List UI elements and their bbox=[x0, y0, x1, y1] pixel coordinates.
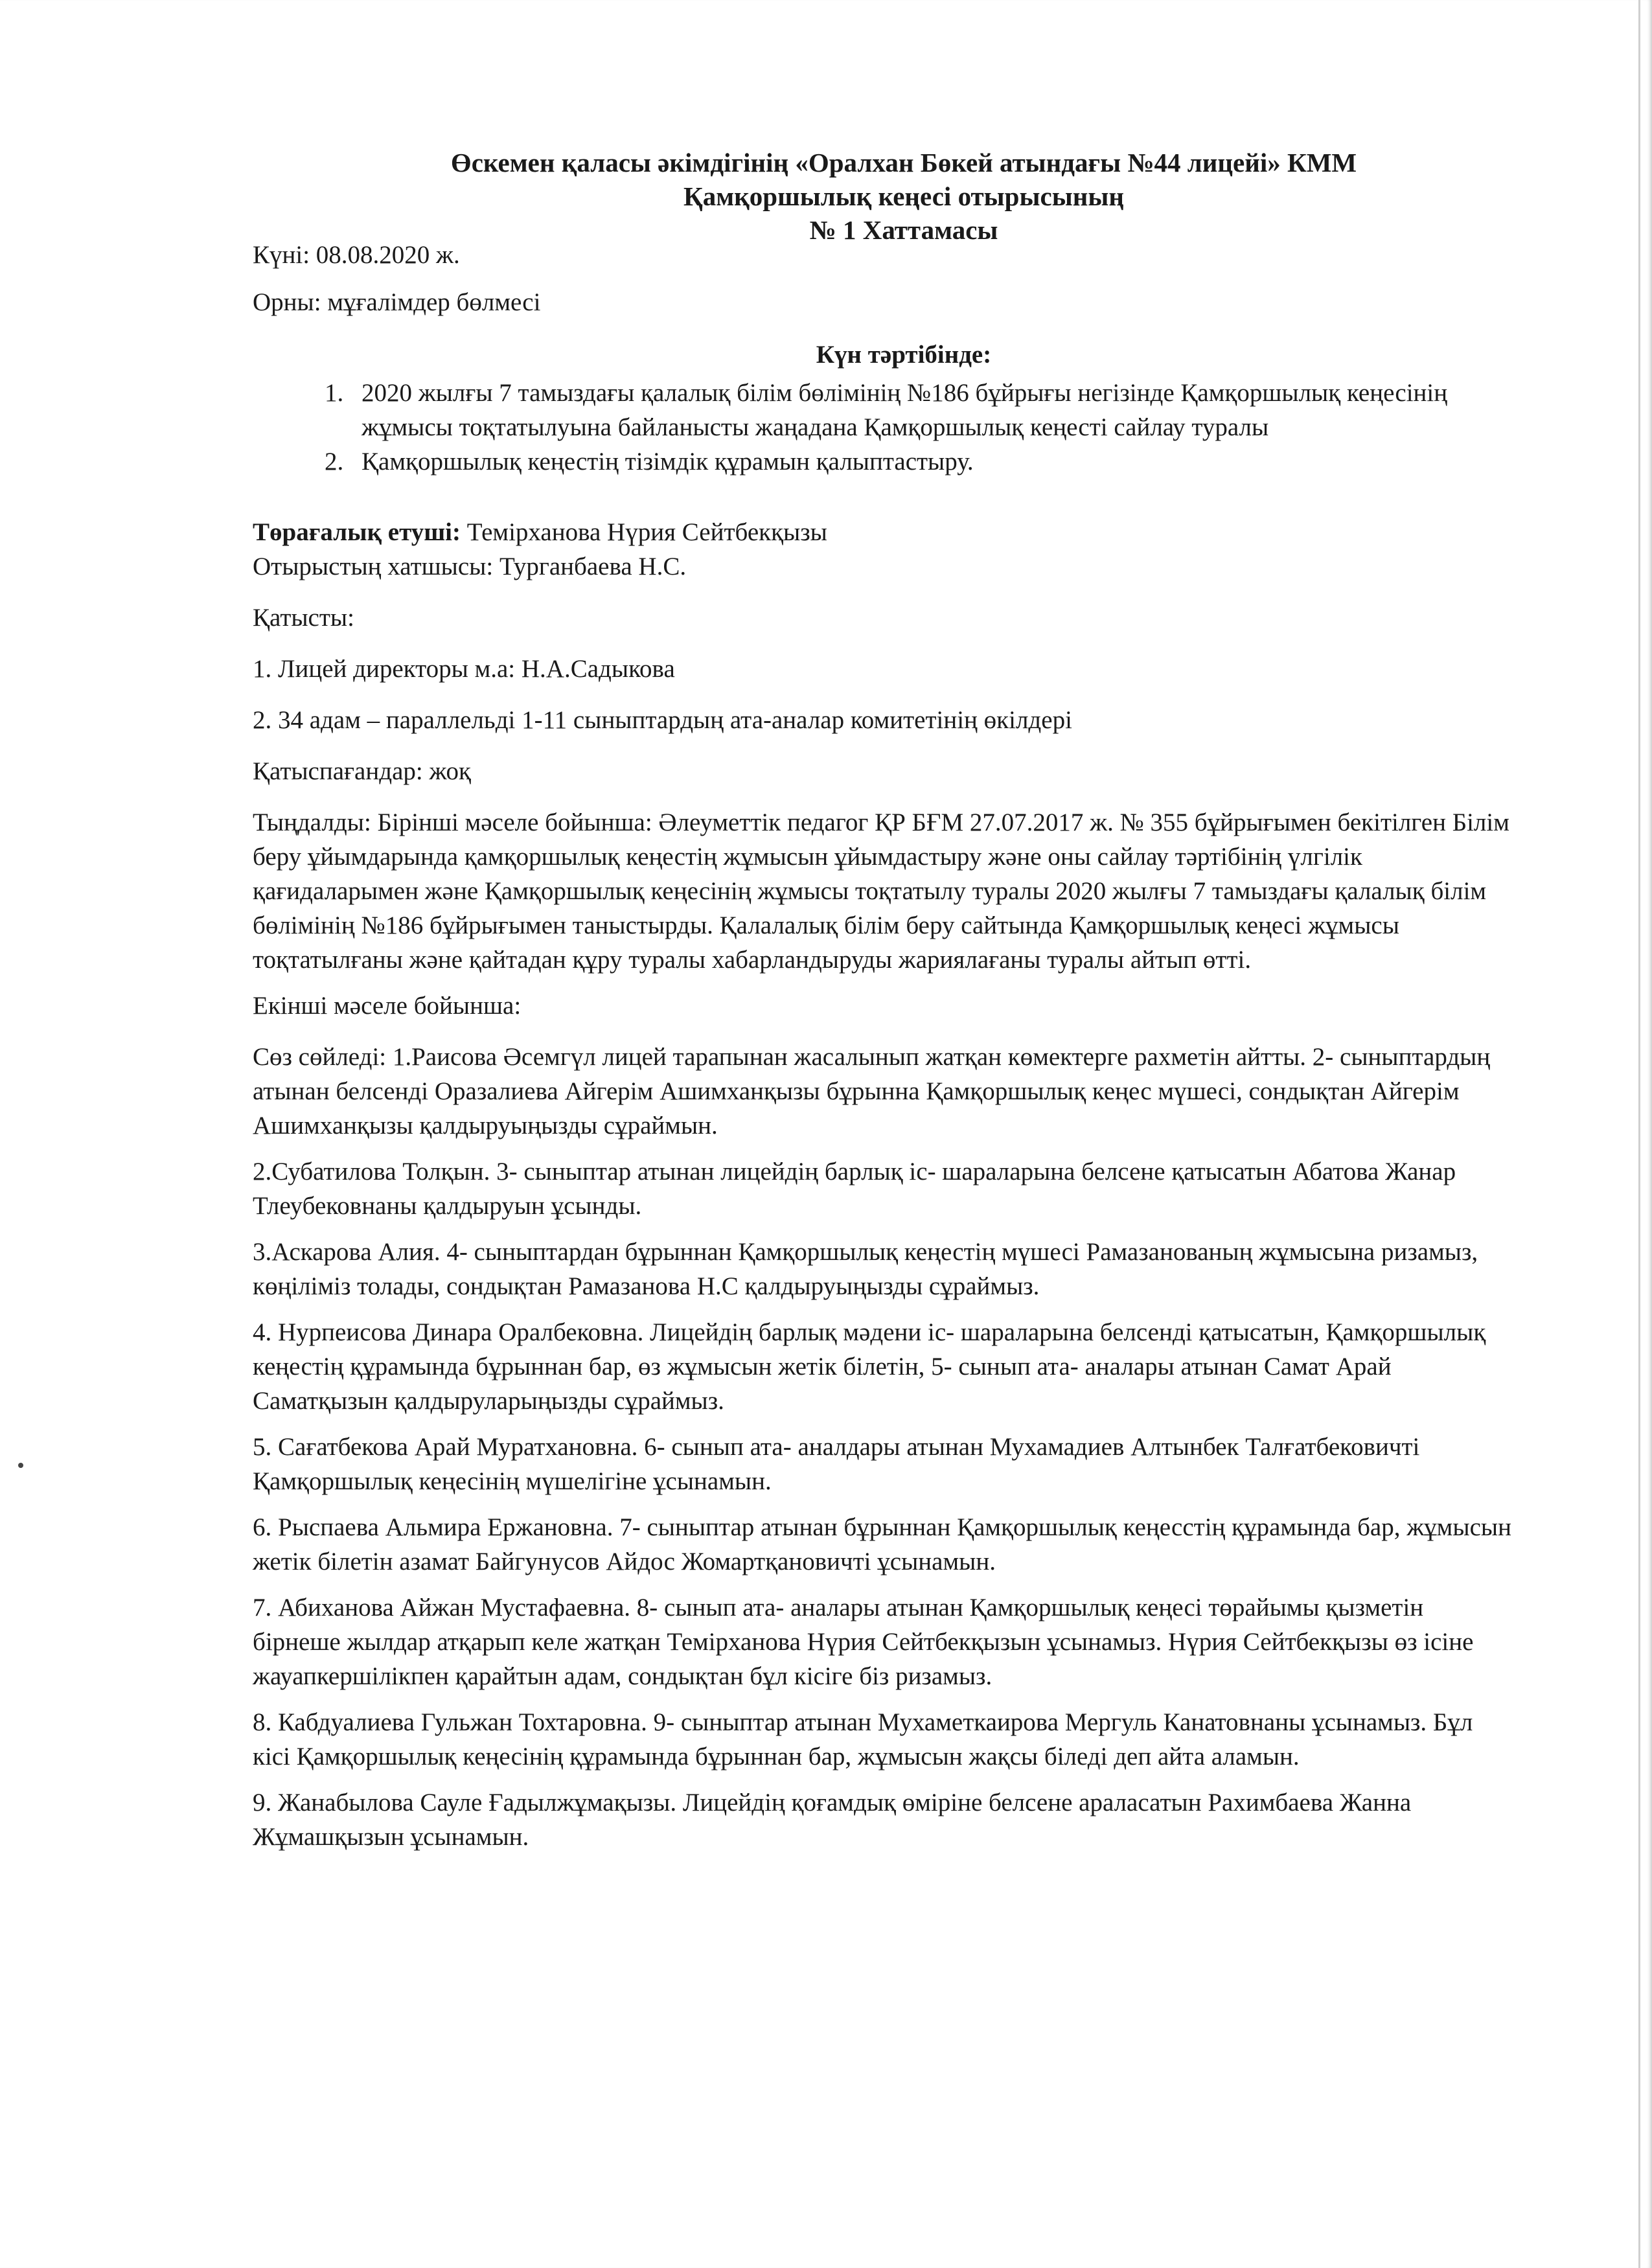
agenda-item: 2. Қамқоршылық кеңестің тізімдік құрамын қалыптастыру. bbox=[350, 444, 1516, 479]
second-issue-label: Екінші мәселе бойынша: bbox=[253, 992, 522, 1020]
title-line-1: Өскемен қаласы әкімдігінің «Оралхан Бөкей атындағы №44 лицейі» КММ bbox=[450, 148, 1357, 178]
chairperson-name: Темірханова Нүрия Сейтбекқызы bbox=[461, 518, 827, 546]
speech-paragraph: 5. Сағатбекова Арай Муратхановна. 6- сынып ата- аналдары атынан Мухамадиев Алтынбек Талғатбековичті Қамқоршылық кеңесінің мүшелігіне ұсынамын. bbox=[253, 1433, 1420, 1495]
present-item: 2. 34 адам – параллельді 1-11 сыныптардың ата-аналар комитетінің өкілдері bbox=[253, 706, 1072, 734]
document-body bbox=[253, 146, 1516, 1854]
agenda-list bbox=[253, 376, 1516, 479]
heard-paragraph: Тыңдалды: Бірінші мәселе бойынша: Әлеуметтік педагог ҚР БҒМ 27.07.2017 ж. № 355 бұйрығымен бекітілген Білім беру ұйымдарында қамқоршылық кеңестің жұмысын ұйымдастыру және оны сайлау тәртібінің үлгілік қағидаларымен және Қамқоршылық кеңесінің жұмысы тоқтатылу туралы 2020 жылғы 7 тамыздағы қалалық білім бөлімінің №186 бұйрығымен таныстырды. Қалалалық білім беру сайтында Қамқоршылық кеңесі жұмысы тоқтатылғаны және қайтадан құру туралы хабарландыруды жариялағаны туралы айтып өтті. bbox=[253, 808, 1509, 974]
document-title bbox=[292, 146, 1516, 247]
present-label: Қатысты: bbox=[253, 604, 354, 632]
title-line-2: Қамқоршылық кеңесі отырысының bbox=[683, 181, 1124, 211]
meeting-date: Күні: 08.08.2020 ж. bbox=[253, 241, 460, 269]
speech-paragraph: 9. Жанабылова Сауле Ғадылжұмақызы. Лицейдің қоғамдық өміріне белсене араласатын Рахимбаева Жанна Жұмашқызын ұсынамын. bbox=[253, 1789, 1412, 1851]
chairperson bbox=[253, 515, 1516, 549]
speech-paragraph: 4. Нурпеисова Динара Оралбековна. Лицейдің барлық мәдени іс- шараларына белсенді қатысатын, Қамқоршылық кеңестің құрамында бұрыннан бар, өз жұмысын жетік білетін, 5- сынып ата- аналары атынан Самат Арай Саматқызын қалдыруларыңызды сұраймыз. bbox=[253, 1318, 1486, 1415]
speech-paragraph: 8. Кабдуалиева Гульжан Тохтаровна. 9- сыныптар атынан Мухаметкаирова Мергуль Канатовнаны ұсынамыз. Бұл кісі Қамқоршылық кеңесінің құрамында бұрыннан бар, жұмысын жақсы біледі деп айта аламын. bbox=[253, 1708, 1473, 1770]
speech-paragraph: 3.Аскарова Алия. 4- сыныптардан бұрыннан Қамқоршылық кеңестің мүшесі Рамазанованың жұмысына ризамыз, көңіліміз толады, сондықтан Рамазанова Н.С қалдыруыңызды сұраймыз. bbox=[253, 1238, 1478, 1300]
agenda-heading: Күн тәртібінде: bbox=[816, 341, 992, 369]
scan-page-edge bbox=[1638, 0, 1640, 2268]
scan-speck bbox=[18, 1463, 23, 1468]
speech-paragraph: 2.Субатилова Толқын. 3- сыныптар атынан лицейдің барлық іс- шараларына белсене қатысатын Абатова Жанар Тлеубековнаны қалдыруын ұсынды. bbox=[253, 1158, 1456, 1220]
speech-paragraph: 7. Абиханова Айжан Мустафаевна. 8- сынып ата- аналары атынан Қамқоршылық кеңесі төрайымы қызметін бірнеше жылдар атқарып келе жатқан Темірханова Нүрия Сейтбекқызын ұсынамыз. Нүрия Сейтбекқызы өз ісіне жауапкершілікпен қарайтын адам, сондықтан бұл кісіге біз ризамыз. bbox=[253, 1594, 1474, 1690]
secretary: Отырыстың хатшысы: Турганбаева Н.С. bbox=[253, 553, 687, 580]
agenda-item: 1. 2020 жылғы 7 тамыздағы қалалық білім бөлімінің №186 бұйрығы негізінде Қамқоршылық кеңесінің жұмысы тоқтатылуына байланысты жаңадана Қамқоршылық кеңесті сайлау туралы bbox=[350, 376, 1516, 444]
meeting-place: Орны: мұғалімдер бөлмесі bbox=[253, 288, 541, 316]
title-line-3: № 1 Хаттамасы bbox=[809, 215, 998, 245]
chairperson-label: Төрағалық етуші: bbox=[253, 518, 461, 546]
speech-paragraph: Сөз сөйледі: 1.Раисова Әсемгүл лицей тарапынан жасалынып жатқан көмектерге рахметін айтты. 2- сыныптардың атынан белсенді Оразалиева Айгерім Ашимханқызы бұрынна Қамқоршылық кеңес мүшесі, сондықтан Айгерім Ашимханқызы қалдыруыңызды сұраймын. bbox=[253, 1043, 1491, 1140]
speech-paragraph: 6. Рыспаева Альмира Ержановна. 7- сыныптар атынан бұрыннан Қамқоршылық кеңесстің құрамында бар, жұмысын жетік білетін азамат Байгунусов Айдос Жомартқановичті ұсынамын. bbox=[253, 1513, 1511, 1575]
absent-line: Қатыспағандар: жоқ bbox=[253, 757, 471, 785]
present-item: 1. Лицей директоры м.а: Н.А.Садыкова bbox=[253, 655, 675, 683]
